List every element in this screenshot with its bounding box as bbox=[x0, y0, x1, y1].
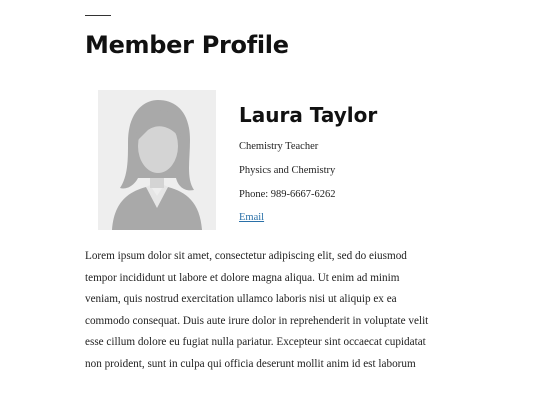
member-name: Laura Taylor bbox=[239, 103, 378, 127]
member-subjects: Physics and Chemistry bbox=[239, 165, 336, 176]
title-divider bbox=[85, 15, 111, 16]
page-title: Member Profile bbox=[85, 31, 289, 59]
female-avatar-placeholder-icon bbox=[98, 90, 216, 230]
profile-photo bbox=[98, 90, 216, 230]
email-link[interactable]: Email bbox=[239, 212, 265, 223]
member-bio: Lorem ipsum dolor sit amet, consectetur adipiscing elit, sed do eiusmod tempor incididunt ut labore et dolore magna aliqua. Ut enim ad minim veniam, quis nostrud exercitation ullamco laboris nisi ut aliquip ex ea commodo consequat. Duis aute irure dolor in reprehenderit in voluptate velit esse cillum dolore eu fugiat nulla pariatur. Excepteur sint occaecat cupidatat non proident, sunt in culpa qui officia deserunt mollit anim id est laborum bbox=[85, 250, 429, 370]
member-role: Chemistry Teacher bbox=[239, 141, 319, 152]
member-phone: Phone: 989-6667-6262 bbox=[239, 189, 336, 200]
